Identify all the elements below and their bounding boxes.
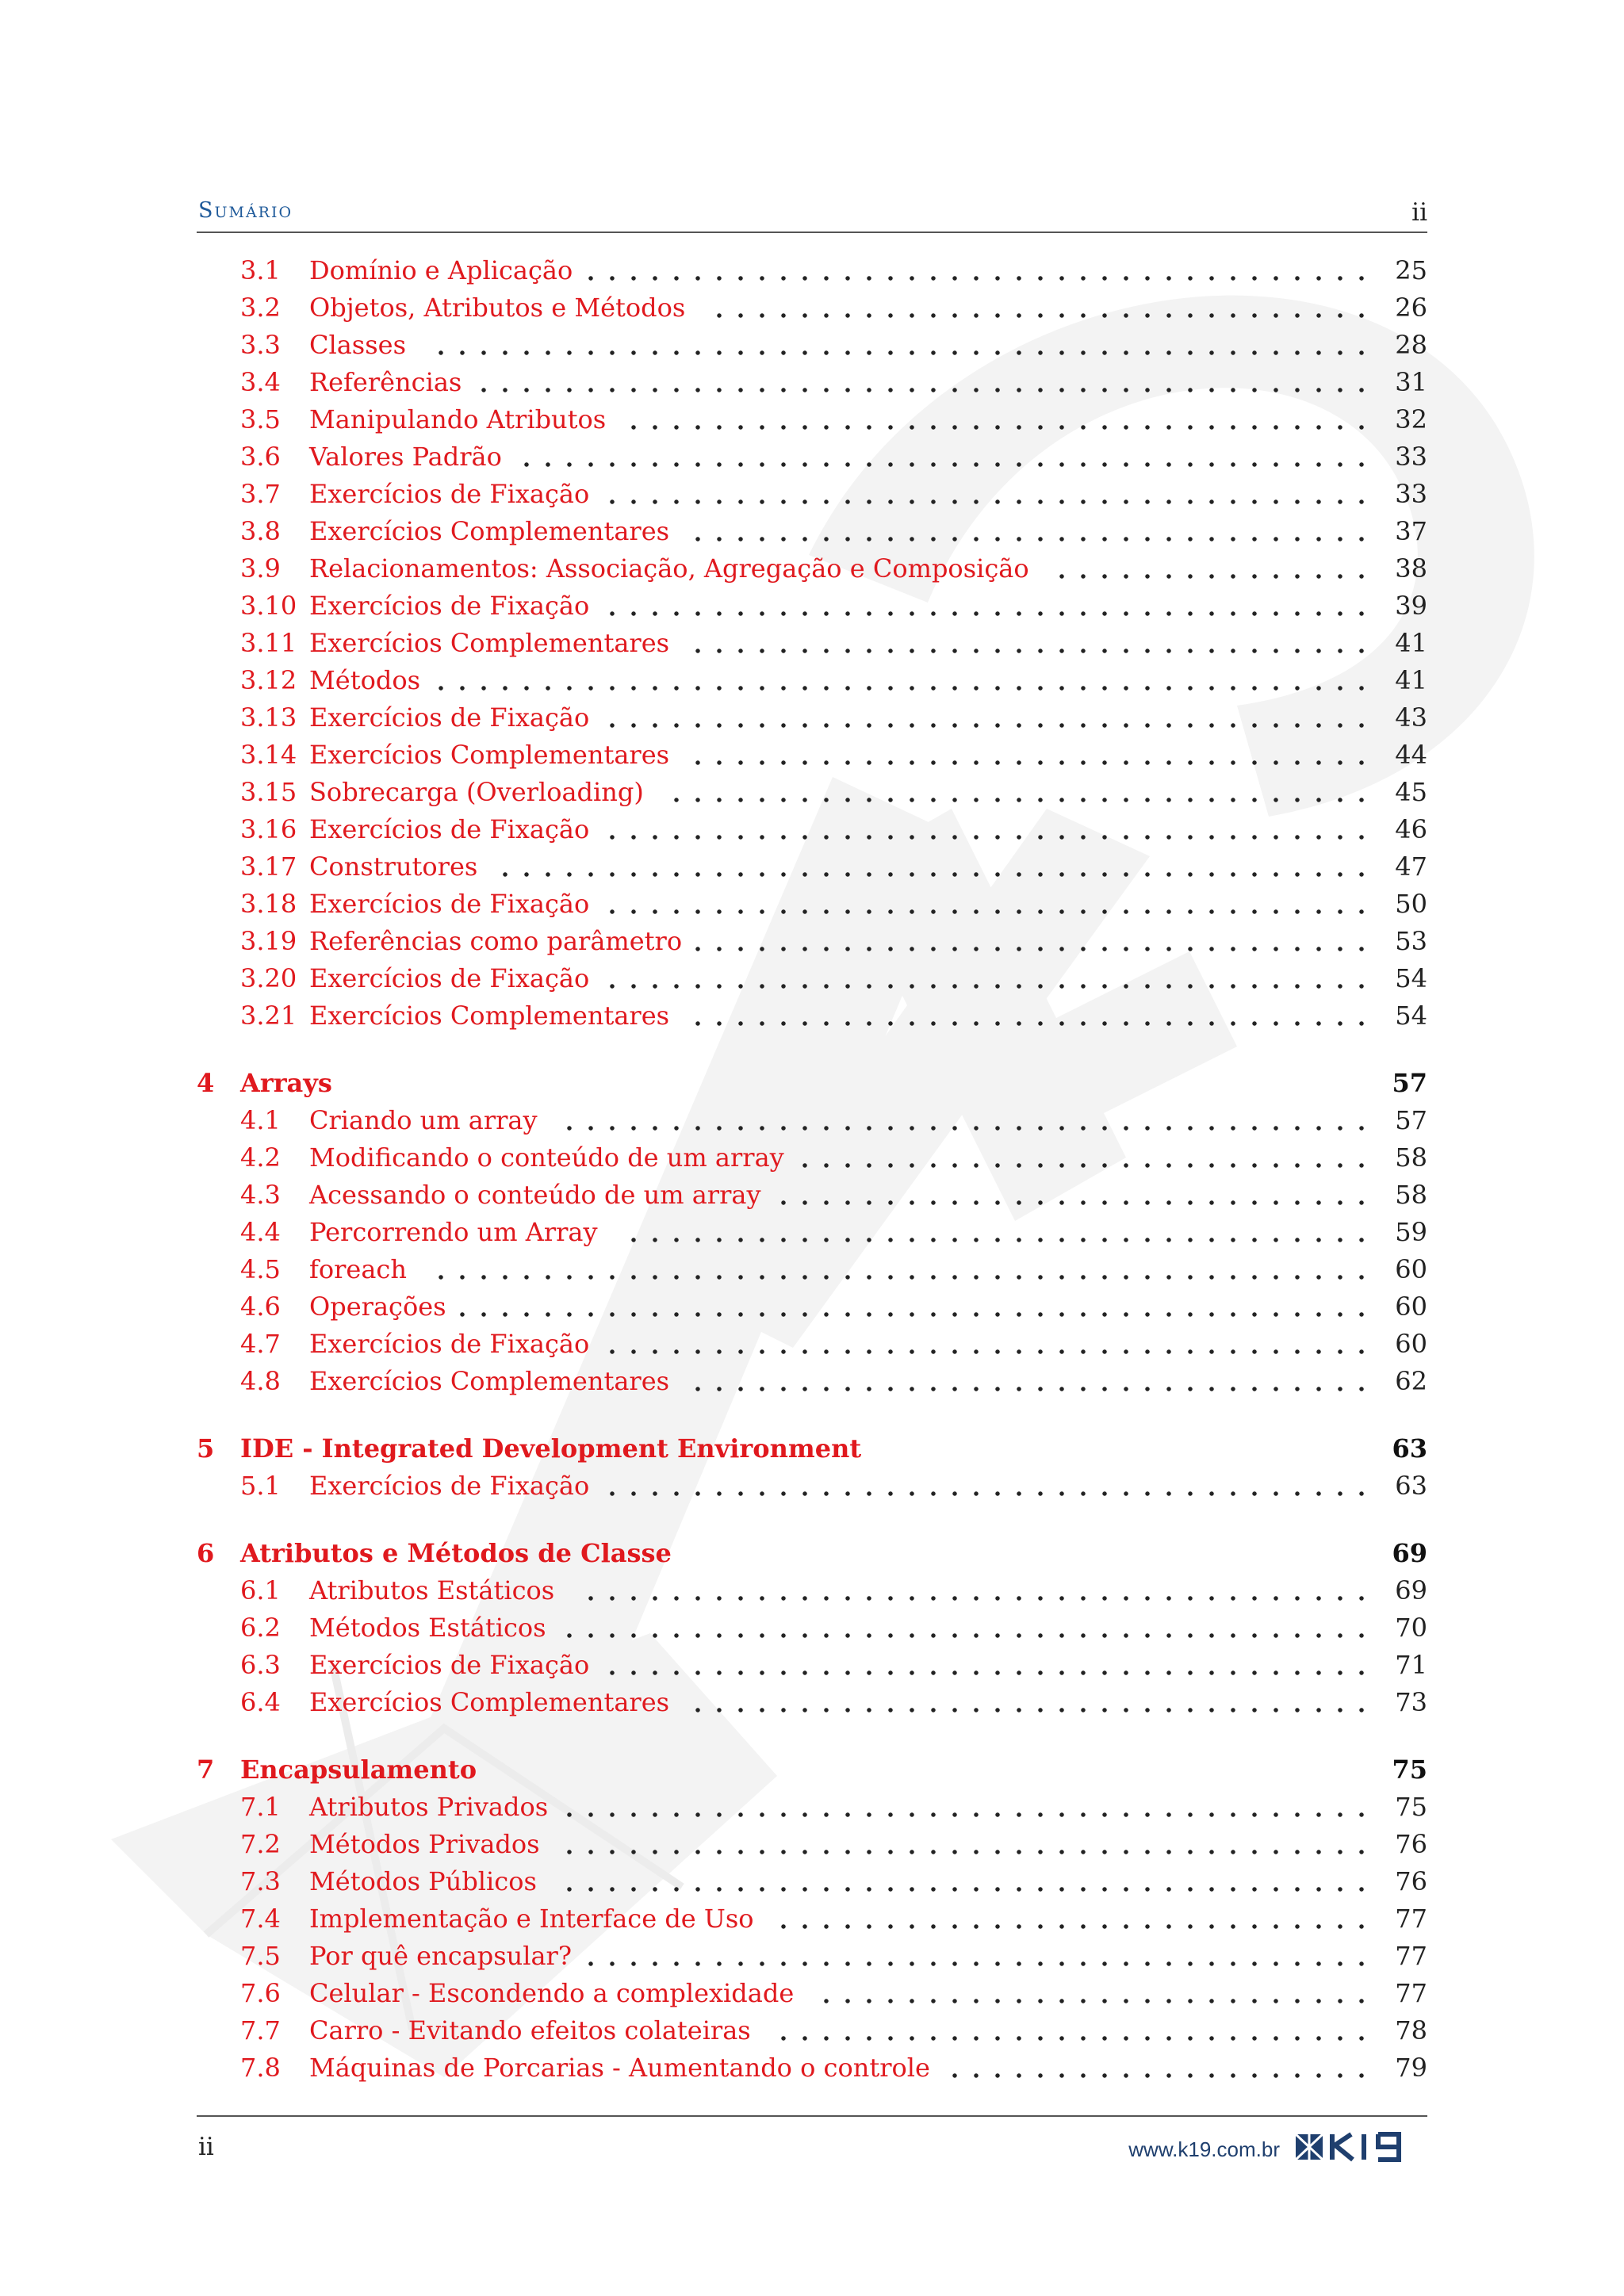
- toc-section-entry[interactable]: [197, 438, 1427, 476]
- toc-entry-title-link[interactable]: Construtores: [309, 851, 478, 882]
- toc-chapter-entry[interactable]: [197, 1751, 1427, 1789]
- toc-entry-title-link[interactable]: Exercícios de Fixação: [309, 889, 590, 919]
- toc-entry-page-number: 79: [1395, 2053, 1427, 2083]
- toc-entry-number[interactable]: 4.8: [240, 1366, 281, 1396]
- toc-entry-title-link[interactable]: Atributos Privados: [309, 1792, 549, 1822]
- toc-entry-title-link[interactable]: Objetos, Atributos e Métodos: [309, 293, 686, 323]
- k19-logo-icon: [1294, 2130, 1427, 2164]
- toc-dot-leader: [780, 1200, 1380, 1206]
- toc-dot-leader: [609, 610, 1380, 617]
- toc-entry-title-link[interactable]: Exercícios de Fixação: [309, 814, 590, 844]
- toc-entry-title-link[interactable]: Modificando o conteúdo de um array: [309, 1142, 784, 1173]
- toc-entry-page-number: 58: [1395, 1180, 1427, 1210]
- toc-entry-title-link[interactable]: Atributos e Métodos de Classe: [240, 1538, 672, 1568]
- toc-entry-page-number: 76: [1395, 1866, 1427, 1896]
- toc-entry-page-number: 41: [1395, 628, 1427, 658]
- toc-dot-leader: [695, 648, 1380, 654]
- toc-section-entry[interactable]: [197, 1826, 1427, 1863]
- toc-entry-number[interactable]: 4.7: [240, 1329, 281, 1359]
- toc-entry-number[interactable]: 3.18: [240, 889, 297, 919]
- toc-entry-page-number: 77: [1395, 1904, 1427, 1934]
- toc-dot-leader: [695, 946, 1380, 952]
- toc-entry-page-number: 33: [1395, 442, 1427, 472]
- toc-dot-leader: [673, 797, 1380, 803]
- toc-entry-number[interactable]: 4.2: [240, 1142, 281, 1173]
- toc-entry-number[interactable]: 3.11: [240, 628, 297, 658]
- toc-entry-title-link[interactable]: Criando um array: [309, 1105, 538, 1135]
- toc-dot-leader: [459, 1311, 1380, 1318]
- toc-entry-page-number: 45: [1395, 777, 1427, 807]
- toc-entry-page-number: 54: [1395, 1001, 1427, 1031]
- toc-entry-number[interactable]: 7.7: [240, 2015, 281, 2045]
- toc-dot-leader: [566, 1849, 1380, 1855]
- toc-entry-page-number: 77: [1395, 1978, 1427, 2008]
- toc-entry-title-link[interactable]: Relacionamentos: Associação, Agregação e Composição: [309, 553, 1029, 584]
- toc-section-entry[interactable]: [197, 960, 1427, 997]
- toc-entry-title-link[interactable]: Classes: [309, 330, 406, 360]
- toc-entry-title-link[interactable]: foreach: [309, 1254, 407, 1284]
- toc-entry-page-number: 38: [1395, 553, 1427, 584]
- toc-entry-page-number: 41: [1395, 665, 1427, 695]
- toc-entry-number[interactable]: 7: [197, 1755, 215, 1785]
- toc-section-entry[interactable]: [197, 1251, 1427, 1288]
- toc-dot-leader: [780, 1923, 1380, 1930]
- toc-entry-page-number: 39: [1395, 591, 1427, 621]
- toc-section-entry[interactable]: [197, 625, 1427, 662]
- toc-dot-leader: [438, 685, 1380, 691]
- toc-section-entry[interactable]: [197, 774, 1427, 811]
- toc-entry-number[interactable]: 4.3: [240, 1180, 281, 1210]
- toc-entry-number[interactable]: 6.3: [240, 1650, 281, 1680]
- toc-section-entry[interactable]: [197, 1938, 1427, 1975]
- toc-entry-number[interactable]: 3.10: [240, 591, 297, 621]
- toc-entry-page-number: 63: [1395, 1471, 1427, 1501]
- toc-entry-number[interactable]: 3.2: [240, 293, 281, 323]
- toc-entry-page-number: 69: [1395, 1575, 1427, 1605]
- toc-entry-title-link[interactable]: Exercícios de Fixação: [309, 591, 590, 621]
- toc-entry-title-link[interactable]: Exercícios de Fixação: [309, 702, 590, 733]
- toc-dot-leader: [695, 536, 1380, 542]
- toc-entry-page-number: 69: [1392, 1538, 1427, 1568]
- toc-entry-title-link[interactable]: Operações: [309, 1292, 446, 1322]
- toc-entry-number[interactable]: 4.6: [240, 1292, 281, 1322]
- toc-entry-page-number: 28: [1395, 330, 1427, 360]
- toc-section-entry[interactable]: [197, 1647, 1427, 1684]
- toc-entry-title-link[interactable]: Exercícios de Fixação: [309, 963, 590, 993]
- toc-entry-number[interactable]: 6.4: [240, 1687, 281, 1717]
- toc-entry-number[interactable]: 4.1: [240, 1105, 281, 1135]
- toc-entry-page-number: 54: [1395, 963, 1427, 993]
- toc-section-entry[interactable]: [197, 2012, 1427, 2049]
- toc-dot-leader: [609, 1670, 1380, 1676]
- toc-entry-number[interactable]: 3.7: [240, 479, 281, 509]
- toc-dot-leader: [609, 983, 1380, 989]
- toc-section-entry[interactable]: [197, 923, 1427, 960]
- toc-entry-number[interactable]: 3.3: [240, 330, 281, 360]
- header-section-title: Sumário: [198, 198, 293, 223]
- toc-dot-leader: [609, 722, 1380, 729]
- toc-entry-number[interactable]: 7.5: [240, 1941, 281, 1971]
- toc-section-entry[interactable]: [197, 1684, 1427, 1721]
- toc-entry-page-number: 75: [1392, 1755, 1427, 1785]
- toc-entry-title-link[interactable]: Encapsulamento: [240, 1755, 477, 1785]
- toc-entry-title-link[interactable]: Exercícios Complementares: [309, 628, 670, 658]
- toc-entry-page-number: 43: [1395, 702, 1427, 733]
- toc-dot-leader: [588, 275, 1380, 281]
- toc-section-entry[interactable]: [197, 1139, 1427, 1177]
- toc-entry-number[interactable]: 7.6: [240, 1978, 281, 2008]
- toc-chapter-entry[interactable]: [197, 1535, 1427, 1572]
- toc-section-entry[interactable]: [197, 699, 1427, 737]
- toc-entry-number[interactable]: 3.13: [240, 702, 297, 733]
- toc-entry-number[interactable]: 3.16: [240, 814, 297, 844]
- toc-dot-leader: [438, 350, 1380, 356]
- toc-entry-number[interactable]: 6: [197, 1538, 215, 1568]
- toc-entry-page-number: 46: [1395, 814, 1427, 844]
- toc-entry-page-number: 62: [1395, 1366, 1427, 1396]
- toc-entry-title-link[interactable]: Máquinas de Porcarias - Aumentando o controle: [309, 2053, 930, 2083]
- page-footer: [197, 2115, 1427, 2172]
- toc-section-entry[interactable]: [197, 1609, 1427, 1647]
- toc-entry-number[interactable]: 7.4: [240, 1904, 281, 1934]
- toc-entry-title-link[interactable]: Sobrecarga (Overloading): [309, 777, 644, 807]
- toc-entry-number[interactable]: 3.8: [240, 516, 281, 546]
- toc-dot-leader: [780, 2035, 1380, 2042]
- toc-entry-title-link[interactable]: Exercícios de Fixação: [309, 1329, 590, 1359]
- toc-entry-number[interactable]: 3.5: [240, 404, 281, 434]
- toc-dot-leader: [566, 1125, 1380, 1131]
- toc-section-entry[interactable]: [197, 587, 1427, 625]
- toc-dot-leader: [523, 461, 1380, 468]
- toc-entry-number[interactable]: 4.5: [240, 1254, 281, 1284]
- toc-entry-number[interactable]: 3.15: [240, 777, 297, 807]
- toc-section-entry[interactable]: [197, 1900, 1427, 1938]
- toc-section-entry[interactable]: [197, 1177, 1427, 1214]
- toc-entry-title-link[interactable]: Exercícios de Fixação: [309, 1471, 590, 1501]
- toc-entry-title-link[interactable]: Valores Padrão: [309, 442, 502, 472]
- toc-dot-leader: [566, 1632, 1380, 1639]
- toc-dot-leader: [695, 1386, 1380, 1392]
- toc-section-entry[interactable]: [197, 1975, 1427, 2012]
- toc-dot-leader: [502, 871, 1380, 878]
- toc-entry-title-link[interactable]: Exercícios Complementares: [309, 740, 670, 770]
- toc-entry-page-number: 60: [1395, 1254, 1427, 1284]
- toc-section-entry[interactable]: [197, 997, 1427, 1035]
- table-of-contents: [197, 252, 1427, 2087]
- toc-entry-title-link[interactable]: Percorrendo um Array: [309, 1217, 598, 1247]
- toc-section-entry[interactable]: [197, 737, 1427, 774]
- toc-entry-page-number: 63: [1392, 1433, 1427, 1464]
- toc-entry-number[interactable]: 7.2: [240, 1829, 281, 1859]
- toc-entry-number[interactable]: 3.1: [240, 255, 281, 285]
- toc-section-entry[interactable]: [197, 550, 1427, 587]
- toc-section-entry[interactable]: [197, 1214, 1427, 1251]
- toc-dot-leader: [481, 387, 1380, 393]
- toc-entry-page-number: 60: [1395, 1329, 1427, 1359]
- toc-entry-page-number: 73: [1395, 1687, 1427, 1717]
- toc-entry-number[interactable]: 3.20: [240, 963, 297, 993]
- toc-entry-page-number: 57: [1392, 1068, 1427, 1098]
- toc-entry-number[interactable]: 5.1: [240, 1471, 281, 1501]
- toc-dot-leader: [609, 1349, 1380, 1355]
- toc-entry-title-link[interactable]: Domínio e Aplicação: [309, 255, 573, 285]
- toc-entry-number[interactable]: 6.2: [240, 1613, 281, 1643]
- footer-page-number: ii: [198, 2133, 214, 2161]
- toc-entry-title-link[interactable]: Arrays: [240, 1068, 332, 1098]
- toc-entry-title-link[interactable]: Exercícios Complementares: [309, 1001, 670, 1031]
- toc-entry-title-link[interactable]: Exercícios Complementares: [309, 1687, 670, 1717]
- toc-entry-number[interactable]: 7.1: [240, 1792, 281, 1822]
- toc-entry-title-link[interactable]: IDE - Integrated Development Environment: [240, 1433, 862, 1464]
- toc-dot-leader: [952, 2072, 1380, 2079]
- toc-entry-number[interactable]: 3.12: [240, 665, 297, 695]
- toc-entry-title-link[interactable]: Referências como parâmetro: [309, 926, 683, 956]
- toc-entry-number[interactable]: 3.14: [240, 740, 297, 770]
- toc-section-entry[interactable]: [197, 1863, 1427, 1900]
- toc-entry-page-number: 32: [1395, 404, 1427, 434]
- toc-entry-number[interactable]: 3.17: [240, 851, 297, 882]
- toc-entry-title-link[interactable]: Carro - Evitando efeitos colateiras: [309, 2015, 751, 2045]
- toc-section-entry[interactable]: [197, 1363, 1427, 1400]
- toc-entry-page-number: 78: [1395, 2015, 1427, 2045]
- toc-dot-leader: [695, 760, 1380, 766]
- toc-dot-leader: [438, 1274, 1380, 1280]
- toc-entry-page-number: 50: [1395, 889, 1427, 919]
- toc-entry-page-number: 77: [1395, 1941, 1427, 1971]
- toc-entry-title-link[interactable]: Acessando o conteúdo de um array: [309, 1180, 761, 1210]
- toc-entry-number[interactable]: 7.3: [240, 1866, 281, 1896]
- toc-dot-leader: [609, 909, 1380, 915]
- toc-entry-title-link[interactable]: Métodos Privados: [309, 1829, 540, 1859]
- toc-dot-leader: [823, 1998, 1380, 2004]
- toc-entry-title-link[interactable]: Atributos Estáticos: [309, 1575, 555, 1605]
- toc-entry-number[interactable]: 3.19: [240, 926, 297, 956]
- toc-section-entry[interactable]: [197, 1102, 1427, 1139]
- toc-section-entry[interactable]: [197, 1468, 1427, 1505]
- toc-section-entry[interactable]: [197, 364, 1427, 401]
- toc-section-entry[interactable]: [197, 289, 1427, 327]
- toc-section-entry[interactable]: [197, 662, 1427, 699]
- toc-entry-number[interactable]: 3.6: [240, 442, 281, 472]
- toc-entry-page-number: 25: [1395, 255, 1427, 285]
- toc-entry-title-link[interactable]: Métodos: [309, 665, 420, 695]
- toc-dot-leader: [566, 1812, 1380, 1818]
- toc-dot-leader: [609, 499, 1380, 505]
- toc-section-entry[interactable]: [197, 848, 1427, 886]
- toc-entry-title-link[interactable]: Métodos Públicos: [309, 1866, 537, 1896]
- toc-section-entry[interactable]: [197, 1326, 1427, 1363]
- toc-section-entry[interactable]: [197, 401, 1427, 438]
- toc-entry-title-link[interactable]: Exercícios Complementares: [309, 516, 670, 546]
- toc-entry-title-link[interactable]: Implementação e Interface de Uso: [309, 1904, 754, 1934]
- toc-section-entry[interactable]: [197, 811, 1427, 848]
- toc-entry-page-number: 53: [1395, 926, 1427, 956]
- toc-entry-page-number: 75: [1395, 1792, 1427, 1822]
- toc-entry-title-link[interactable]: Exercícios de Fixação: [309, 1650, 590, 1680]
- toc-entry-number[interactable]: 3.4: [240, 367, 281, 397]
- toc-dot-leader: [588, 1961, 1380, 1967]
- toc-section-entry[interactable]: [197, 476, 1427, 513]
- toc-dot-leader: [630, 424, 1380, 430]
- toc-entry-title-link[interactable]: Referências: [309, 367, 462, 397]
- toc-dot-leader: [695, 1707, 1380, 1713]
- toc-entry-page-number: 33: [1395, 479, 1427, 509]
- toc-dot-leader: [802, 1162, 1380, 1169]
- toc-entry-page-number: 59: [1395, 1217, 1427, 1247]
- toc-entry-page-number: 26: [1395, 293, 1427, 323]
- toc-section-entry[interactable]: [197, 1288, 1427, 1326]
- toc-section-entry[interactable]: [197, 1789, 1427, 1826]
- toc-entry-number[interactable]: 4.4: [240, 1217, 281, 1247]
- toc-dot-leader: [588, 1595, 1380, 1601]
- toc-entry-page-number: 60: [1395, 1292, 1427, 1322]
- toc-section-entry[interactable]: [197, 252, 1427, 289]
- toc-entry-number[interactable]: 6.1: [240, 1575, 281, 1605]
- toc-dot-leader: [566, 1886, 1380, 1892]
- toc-dot-leader: [695, 1020, 1380, 1027]
- toc-entry-title-link[interactable]: Exercícios Complementares: [309, 1366, 670, 1396]
- toc-chapter-entry[interactable]: [197, 1065, 1427, 1102]
- toc-entry-page-number: 70: [1395, 1613, 1427, 1643]
- toc-entry-title-link[interactable]: Manipulando Atributos: [309, 404, 607, 434]
- toc-dot-leader: [716, 312, 1380, 319]
- toc-entry-page-number: 76: [1395, 1829, 1427, 1859]
- toc-section-entry[interactable]: [197, 886, 1427, 923]
- toc-section-entry[interactable]: [197, 1572, 1427, 1609]
- toc-entry-number[interactable]: 7.8: [240, 2053, 281, 2083]
- toc-entry-page-number: 58: [1395, 1142, 1427, 1173]
- toc-entry-page-number: 44: [1395, 740, 1427, 770]
- toc-chapter-entry[interactable]: [197, 1430, 1427, 1468]
- toc-entry-number[interactable]: 3.9: [240, 553, 281, 584]
- header-page-number: ii: [1411, 198, 1427, 227]
- toc-section-entry[interactable]: [197, 2049, 1427, 2087]
- toc-entry-page-number: 37: [1395, 516, 1427, 546]
- toc-entry-page-number: 31: [1395, 367, 1427, 397]
- toc-dot-leader: [609, 1490, 1380, 1497]
- toc-dot-leader: [630, 1237, 1380, 1243]
- toc-entry-page-number: 57: [1395, 1105, 1427, 1135]
- toc-entry-page-number: 47: [1395, 851, 1427, 882]
- toc-entry-number[interactable]: 4: [197, 1068, 215, 1098]
- toc-section-entry[interactable]: [197, 513, 1427, 550]
- toc-entry-title-link[interactable]: Por quê encapsular?: [309, 1941, 572, 1971]
- toc-entry-page-number: 71: [1395, 1650, 1427, 1680]
- toc-entry-title-link[interactable]: Celular - Escondendo a complexidade: [309, 1978, 795, 2008]
- toc-entry-title-link[interactable]: Métodos Estáticos: [309, 1613, 546, 1643]
- running-header: [197, 193, 1427, 233]
- toc-dot-leader: [1059, 573, 1380, 580]
- toc-entry-number[interactable]: 5: [197, 1433, 215, 1464]
- toc-entry-title-link[interactable]: Exercícios de Fixação: [309, 479, 590, 509]
- toc-dot-leader: [609, 834, 1380, 840]
- footer-website-link[interactable]: www.k19.com.br: [1128, 2137, 1280, 2161]
- toc-entry-number[interactable]: 3.21: [240, 1001, 297, 1031]
- toc-section-entry[interactable]: [197, 327, 1427, 364]
